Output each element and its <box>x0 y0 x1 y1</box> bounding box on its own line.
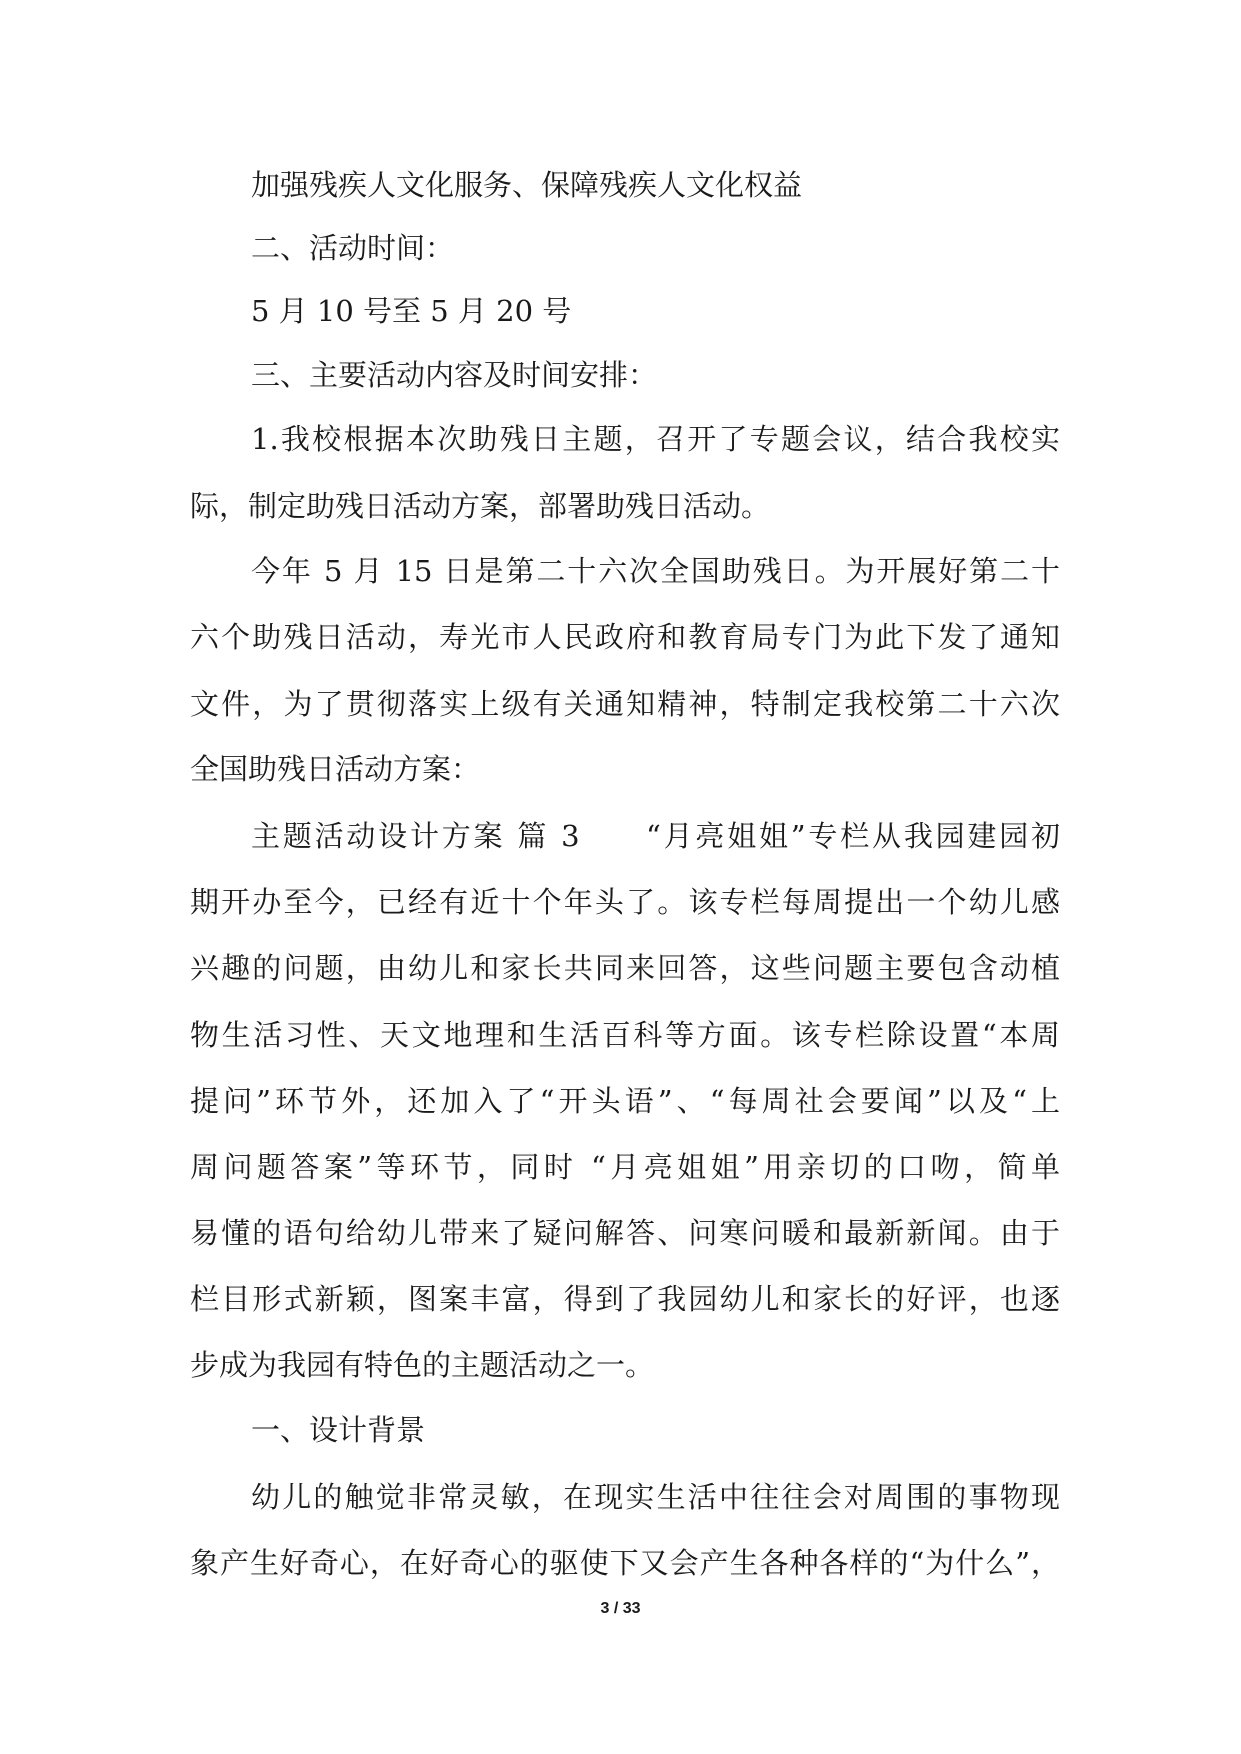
text-line: 期开办至今，已经有近十个年头了。该专栏每周提出一个幼儿感 <box>190 885 1060 919</box>
text-line: 栏目形式新颖，图案丰富，得到了我园幼儿和家长的好评，也逐 <box>190 1282 1060 1316</box>
section-heading: 一、设计背景 <box>251 1413 426 1447</box>
text-line: 步成为我园有特色的主题活动之一。 <box>190 1348 655 1382</box>
text-line: 文件，为了贯彻落实上级有关通知精神，特制定我校第二十六次 <box>190 687 1060 721</box>
text-line: 周问题答案”等环节，同时 “月亮姐姐”用亲切的口吻，简单 <box>190 1150 1060 1184</box>
text-line: 加强残疾人文化服务、保障残疾人文化权益 <box>251 168 803 202</box>
text-line: 六个助残日活动，寿光市人民政府和教育局专门为此下发了通知 <box>190 620 1060 654</box>
text-line: 5 月 10 号至 5 月 20 号 <box>251 294 572 328</box>
text-line: 物生活习性、天文地理和生活百科等方面。该专栏除设置“本周 <box>190 1018 1060 1052</box>
text-line: 1.我校根据本次助残日主题，召开了专题会议，结合我校实 <box>251 422 1060 456</box>
text-line: 际，制定助残日活动方案，部署助残日活动。 <box>190 489 771 523</box>
page-number: 3 / 33 <box>600 1600 641 1617</box>
section-heading: 三、主要活动内容及时间安排： <box>251 358 658 392</box>
text-line: 提问”环节外，还加入了“开头语”、“每周社会要闻”以及“上 <box>190 1084 1060 1118</box>
text-line: 兴趣的问题，由幼儿和家长共同来回答，这些问题主要包含动植 <box>190 951 1060 985</box>
text-line: 象产生好奇心，在好奇心的驱使下又会产生各种各样的“为什么”， <box>190 1546 1060 1580</box>
section-heading: 二、活动时间： <box>251 231 455 265</box>
text-line: 幼儿的触觉非常灵敏，在现实生活中往往会对周围的事物现 <box>251 1480 1060 1514</box>
text-line: 全国助残日活动方案： <box>190 752 481 786</box>
text-line: 主题活动设计方案 篇 3 “月亮姐姐”专栏从我园建园初 <box>251 819 1060 853</box>
text-line: 今年 5 月 15 日是第二十六次全国助残日。为开展好第二十 <box>251 554 1060 588</box>
text-line: 易懂的语句给幼儿带来了疑问解答、问寒问暖和最新新闻。由于 <box>190 1216 1060 1250</box>
